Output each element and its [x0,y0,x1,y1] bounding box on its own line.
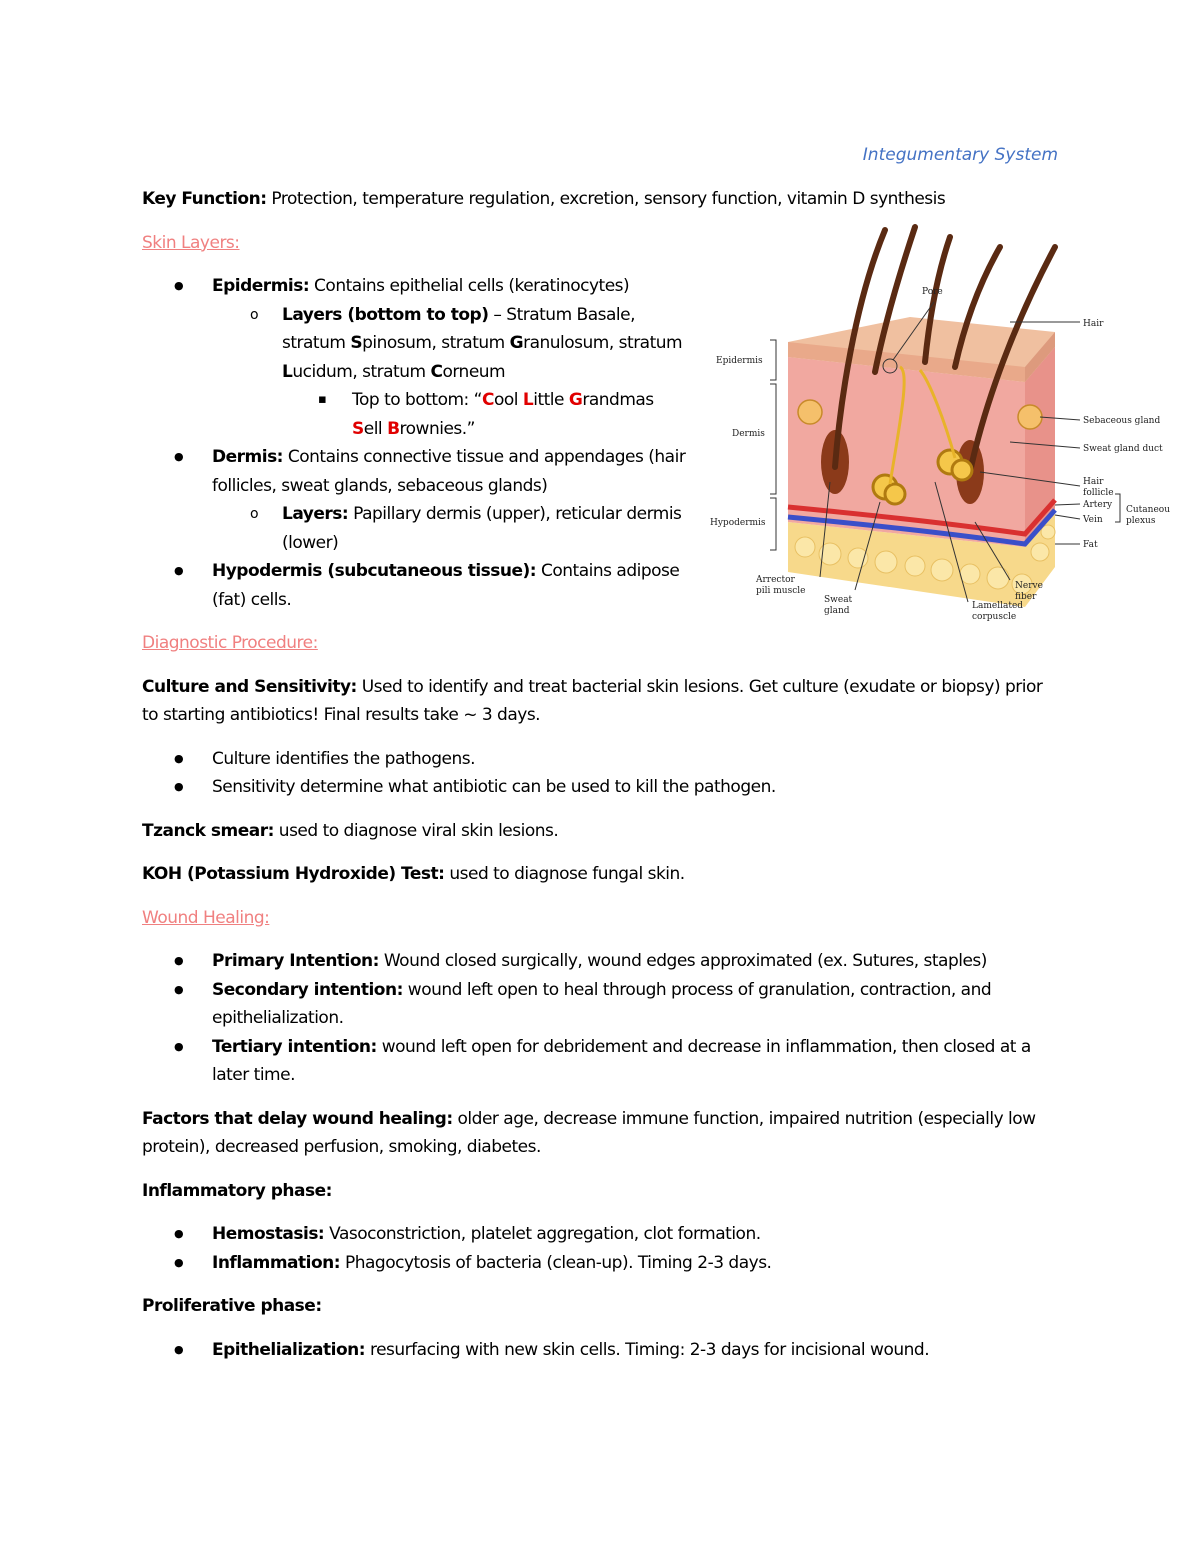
skin-layers-list [142,272,687,614]
list-item-dermis [142,443,687,557]
mnemonic-text-ittle: ittle [533,390,569,410]
hemostasis-label: Hemostasis: [212,1224,325,1244]
secondary-label: Secondary intention: [212,979,403,1000]
layers-sublist [282,386,687,443]
key-function-text: Protection, temperature regulation, excretion, sensory function, vitamin D synthesis [266,189,946,209]
list-item-epidermis-layers [212,301,687,444]
list-item-hypodermis [142,557,687,614]
list-item-tertiary [142,1033,1062,1090]
inflammatory-heading-text: Inflammatory phase: [142,1180,332,1201]
layers-text-ranulosum: ranulosum, stratum [523,333,683,353]
label-sweat-gland-duct: Sweat gland duct [1083,444,1163,454]
mnemonic-text-randmas: randmas [582,390,654,410]
document-body [142,185,1062,1379]
factors-label: Factors that delay wound healing: [142,1108,453,1129]
diagnostic-heading: Diagnostic Procedure: [142,633,318,653]
label-vein: Vein [1083,515,1103,525]
mnemonic-letter-s: S [352,418,364,439]
primary-label: Primary Intention: [212,951,379,971]
key-function-label: Key Function: [142,189,267,209]
label-nerve-2: fiber [1015,592,1037,602]
skin-layers-heading: Skin Layers: [142,232,240,253]
mnemonic-letter-l: L [522,390,534,410]
key-function-paragraph [142,185,1062,214]
layers-text-pinosum: pinosum, stratum [362,333,510,353]
hypodermis-label: Hypodermis (subcutaneous tissue): [212,561,537,581]
inflammatory-list [142,1220,1062,1277]
mnemonic-letter-b: B [387,418,400,439]
label-lamellated-2: corpuscle [972,612,1017,622]
list-item-primary [142,947,1062,976]
hemostasis-text: Vasoconstriction, platelet aggregation, clot formation. [324,1224,761,1244]
label-sebaceous-gland: Sebaceous gland [1083,416,1161,426]
dermis-layers-text: Papillary dermis (upper), reticular dermis (lower) [282,504,682,553]
label-hair-follicle-1: Hair [1083,477,1104,487]
label-arrector-1: Arrector [756,575,795,585]
list-item-hemostasis [142,1220,1062,1249]
tertiary-label: Tertiary intention: [212,1036,377,1057]
culture-text: Used to identify and treat bacterial skin lesions. Get culture (exudate or biopsy) prior to starting antibiotics! Final results take ~ 3 days. [142,676,1043,725]
koh-paragraph [142,860,1062,889]
label-cutaneous-1: Cutaneous [1126,505,1170,515]
list-item: ● Sensitivity determine what antibiotic can be used to kill the pathogen. [142,773,1062,802]
label-hypodermis: Hypodermis [710,518,766,528]
culture-list [142,745,1062,802]
epidermis-text: Contains epithelial cells (keratinocytes) [309,276,630,296]
layers-letter-l: L [282,361,293,382]
tzanck-text: used to diagnose viral skin lesions. [273,820,559,841]
label-hair: Hair [1083,319,1104,329]
list-item-epidermis [142,272,687,443]
proliferative-heading-text: Proliferative phase: [142,1296,322,1316]
proliferative-heading [142,1292,1062,1321]
tzanck-label: Tzanck smear: [142,820,274,841]
mnemonic-text-ool: ool [493,390,523,410]
inflammation-text: Phagocytosis of bacteria (clean-up). Timing 2-3 days. [340,1252,772,1273]
layers-text-orneum: orneum [442,361,506,382]
mnemonic-prefix: Top to bottom: “ [352,390,482,410]
factors-text: older age, decrease immune function, impaired nutrition (especially low protein), decreased perfusion, smoking, diabetes. [142,1108,1036,1157]
intention-list [142,947,1062,1090]
culture-paragraph [142,673,1062,730]
label-lamellated-1: Lamellated [972,601,1024,611]
epithelialization-label: Epithelialization: [212,1339,366,1360]
layers-text: – Stratum Basale, stratum [282,304,635,353]
wound-healing-heading: Wound Healing: [142,907,270,928]
epidermis-label: Epidermis: [212,276,310,296]
hypodermis-text: Contains adipose (fat) cells. [212,561,680,610]
list-item-mnemonic [282,386,687,443]
inflammatory-heading [142,1177,1062,1206]
dermis-layers-label: Layers: [282,504,349,524]
koh-text: used to diagnose fungal skin. [444,864,685,884]
label-fat: Fat [1083,540,1098,550]
label-sweat-gland-1: Sweat [824,595,853,605]
culture-label: Culture and Sensitivity: [142,676,357,697]
epidermis-sublist [212,301,687,444]
layers-label: Layers (bottom to top) [282,304,489,325]
list-item-epithelialization [142,1336,1062,1365]
factors-paragraph [142,1105,1062,1162]
dermis-text: Contains connective tissue and appendages (hair follicles, sweat glands, sebaceous glands) [212,447,686,496]
label-arrector-2: pili muscle [756,586,806,596]
label-sweat-gland-2: gland [824,606,850,616]
koh-label: KOH (Potassium Hydroxide) Test: [142,864,445,884]
list-item-inflammation [142,1249,1062,1278]
label-dermis: Dermis [732,429,765,439]
secondary-text: wound left open to heal through process of granulation, contraction, and epithelialization. [212,979,992,1028]
layers-letter-g: G [509,333,524,353]
label-nerve-1: Nerve [1015,581,1043,591]
layers-letter-c: C [430,361,443,382]
inflammation-label: Inflammation: [212,1252,341,1273]
label-cutaneous-2: plexus [1126,516,1156,526]
label-epidermis: Epidermis [716,356,763,366]
epithelialization-text: resurfacing with new skin cells. Timing: 2-3 days for incisional wound. [365,1339,930,1360]
mnemonic-letter-g: G [568,390,583,410]
primary-text: Wound closed surgically, wound edges approximated (ex. Sutures, staples) [378,951,987,971]
dermis-label: Dermis: [212,447,283,467]
layers-letter-s: S [350,333,363,353]
label-hair-follicle-2: follicle [1083,488,1114,498]
list-item: ● Culture identifies the pathogens. [142,745,1062,774]
dermis-sublist [212,500,687,557]
tzanck-paragraph [142,817,1062,846]
label-pore: Pore [922,287,943,297]
mnemonic-letter-c: C [481,390,494,410]
list-item-secondary [142,976,1062,1033]
list-item-dermis-layers [212,500,687,557]
page-header-title: Integumentary System [862,145,1058,165]
layers-text-ucidum: ucidum, stratum [292,361,431,382]
mnemonic-text-ell: ell [363,418,388,439]
mnemonic-text-rownies: rownies.” [399,418,475,439]
tertiary-text: wound left open for debridement and decrease in inflammation, then closed at a later time. [212,1036,1031,1085]
proliferative-list [142,1336,1062,1365]
label-artery: Artery [1083,500,1113,510]
